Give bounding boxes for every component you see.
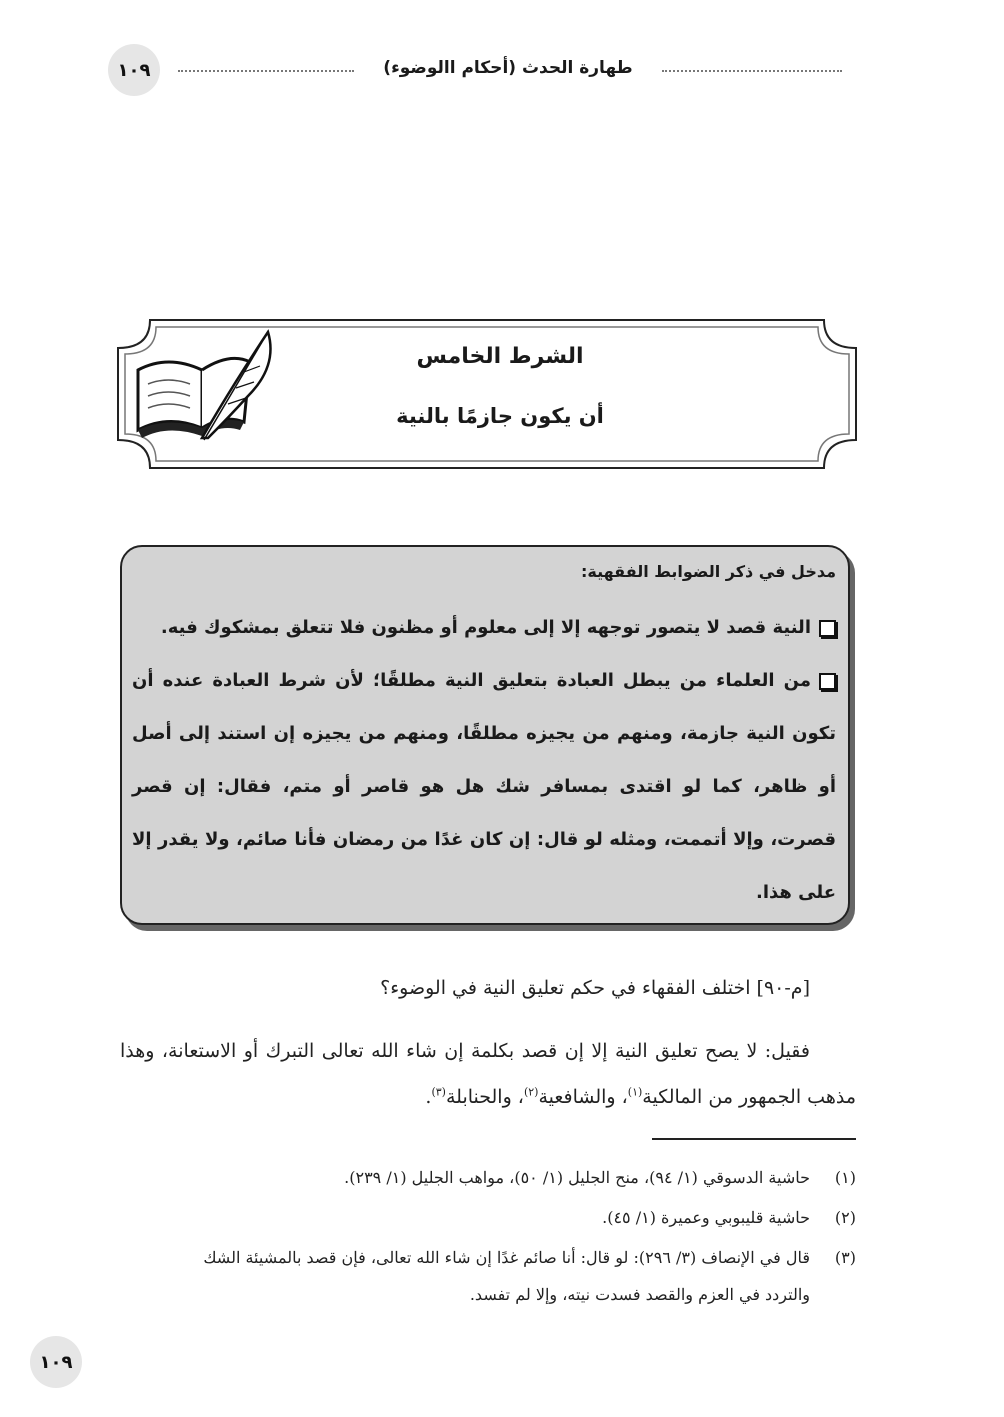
- chapter-title: الشرط الخامس: [416, 344, 584, 369]
- footnote-text: حاشية الدسوقي (١/ ٩٤)، منح الجليل (١/ ٥٠)، مواهب الجليل (١/ ٢٣٩).: [344, 1168, 810, 1187]
- footnote-text: حاشية قليبوبي وعميرة (١/ ٤٥).: [602, 1208, 810, 1227]
- footnote: [110, 1158, 856, 1198]
- header-dotted-leader-right: [662, 70, 842, 72]
- footnote: [110, 1238, 856, 1312]
- footnote-ref-1[interactable]: (١): [627, 1085, 643, 1099]
- header-page-number: ١٠٩: [108, 44, 160, 96]
- running-title: طهارة الحدث (أحكام االوضوء): [383, 58, 633, 78]
- footnote-number: (٣): [834, 1248, 856, 1267]
- rule-item: النية قصد لا يتصور توجهه إلا إلى معلوم أو مظنون فلا تتعلق بمشكوك فيه.: [132, 601, 836, 654]
- footnote-continuation: والتردد في العزم والقصد فسدت نيته، وإلا لم تفسد.: [469, 1285, 810, 1304]
- footnotes: [110, 1158, 856, 1312]
- footnote-number: (٢): [834, 1208, 856, 1227]
- chapter-subtitle: أن يكون جازمًا بالنية: [396, 404, 604, 428]
- fiqh-rules-box: [120, 545, 850, 925]
- footnote-ref-2[interactable]: (٢): [523, 1085, 539, 1099]
- footnote-text: قال في الإنصاف (٣/ ٢٩٦): لو قال: أنا صائم غدًا إن شاء الله تعالى، فإن قصد بالمشيئة الشك: [203, 1248, 810, 1267]
- body-paragraph: فقيل: لا يصح تعليق النية إلا إن قصد بكلمة إن شاء الله تعالى التبرك أو الاستعانة، وهذا مذهب الجمهور من المالكية$^{(١)}$، والشافعية$^{(٢)}$، والحنابلة$^{(٣)}$.: [120, 1040, 856, 1108]
- question-line: [م-٩٠] اختلف الفقهاء في حكم تعليق النية في الوضوء؟: [380, 977, 810, 999]
- checkbox-bullet-icon: [819, 673, 836, 690]
- header-dotted-leader-left: [178, 70, 354, 72]
- footnote-number: (١): [834, 1168, 856, 1187]
- footnote: [110, 1198, 856, 1238]
- rule-item: من العلماء من يبطل العبادة بتعليق النية مطلقًا؛ لأن شرط العبادة عنده أن تكون النية جازمة، ومنهم من يجيزه مطلقًا، ومنهم من يجيزه إن استند إلى أصل أو ظاهر، كما لو اقتدى بمسافر شك هل هو قاصر أو متم، فقال: إن قصر قصرت، وإلا أتممت، ومثله لو قال: إن كان غدًا من رمضان فأنا صائم، ولا يقدر إلا على هذا.: [132, 670, 836, 903]
- footnote-separator: [652, 1138, 856, 1140]
- book-and-quill-illustration: [132, 326, 278, 446]
- checkbox-bullet-icon: [819, 620, 836, 637]
- footer-page-number: ١٠٩: [30, 1336, 82, 1388]
- rules-box-heading: مدخل في ذكر الضوابط الفقهية:: [580, 562, 836, 581]
- footnote-ref-3[interactable]: (٣): [431, 1085, 446, 1099]
